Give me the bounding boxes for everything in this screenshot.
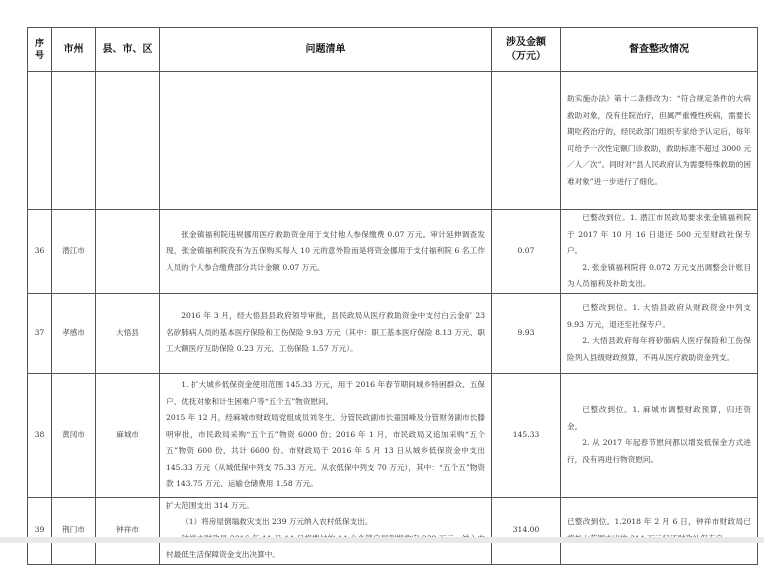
header-seq: 序号 [28, 28, 52, 72]
row-seq: 39 [28, 497, 52, 564]
rectify-paragraph: 已整改到位。1. 大悟县政府从财政资金中列支 9.93 万元，退还至社保专户。 [567, 303, 751, 329]
rectify-text-block [561, 210, 757, 293]
rectify-text-block [561, 91, 757, 190]
rectify-paragraph: 2. 张金镇福利院将 0.072 万元支出调整会计账目为人员福利及补助支出。 [567, 262, 751, 288]
table-row [28, 293, 758, 373]
row-seq: 38 [28, 373, 52, 497]
row-rectify [561, 210, 758, 294]
row-issue [160, 72, 492, 210]
row-amount: 314.00 [492, 497, 561, 564]
row-amount: 9.93 [492, 293, 561, 373]
row-county [96, 72, 160, 210]
issue-paragraph: 1. 扩大城乡低保资金使用范围 145.33 万元，用于 2016 年春节期间城乡特困群众、五保户、优抚对象和计生困难户等“五个五”物资慰问。 [166, 380, 485, 406]
row-rectify [561, 72, 758, 210]
issue-paragraph: 2015 年 12 月，经麻城市财政局党组成员刘冬生、分管民政副市长童国峰及分管财务副市长滕明审批，市民政局采购“五个五”物资 6000 份；2016 年 1 月，市民政局又追加采购“五个五”物资 600 份，共计 6600 份。市财政局于 2016 年 5 月 13 日从城乡低保资金中支出 145.33 万元（从城低保中列支 75.33 万元、从农低保中列支 70 万元），其中：“五个五”物资款 143.75 万元、运输仓储费用 1.58 万元。 [166, 413, 485, 489]
row-issue [160, 373, 492, 497]
row-seq: 36 [28, 210, 52, 294]
issue-paragraph: 2016 年 3 月，经大悟县县政府领导审批，县民政局从医疗救助资金中支付白云金矿 23 名矽肺病人员的基本医疗保险和工伤保险 9.93 万元（其中：职工基本医疗保险 8.13 万元、职工大额医疗互助保险 0.23 万元、工伤保险 1.57 万元）。 [166, 311, 485, 354]
rectify-paragraph: 2. 从 2017 年起春节慰问都以增发低保金方式进行，没有再进行物资慰问。 [567, 438, 751, 464]
table-row [28, 72, 758, 210]
table-row [28, 373, 758, 497]
row-amount: 0.07 [492, 210, 561, 294]
row-amount: 145.33 [492, 373, 561, 497]
audit-rectification-table [27, 27, 758, 565]
row-county: 大悟县 [96, 293, 160, 373]
row-seq [28, 72, 52, 210]
header-amount: 涉及金额（万元） [492, 28, 561, 72]
issue-text-block [160, 308, 491, 358]
page-bottom-band [0, 537, 764, 543]
row-city: 黄冈市 [52, 373, 96, 497]
row-city: 孝感市 [52, 293, 96, 373]
header-county: 县、市、区 [96, 28, 160, 72]
table-row [28, 210, 758, 294]
row-issue [160, 293, 492, 373]
issue-paragraph: （1）将房屋倒塌救灾支出 239 万元纳入农村低保支出。 [181, 517, 373, 526]
row-issue [160, 210, 492, 294]
rectify-paragraph: 已整改到位。1. 潜江市民政局要求张金镇福利院于 2017 年 10 月 16 日退还 500 元至财政社保专户。 [567, 213, 751, 255]
issue-text-block [160, 227, 491, 277]
row-amount [492, 72, 561, 210]
rectify-paragraph: 已整改到位。1. 麻城市调整财政预算，归还资金。 [567, 405, 751, 431]
issue-paragraph: 张金镇福利院违规挪用医疗救助资金用于支付他人参保缴费 0.07 万元。审计延伸调查发现，张金镇福利院没有为五保购买每人 10 元的意外险而是将资金挪用于支付福利院 6 名工作人员的个人参合缴费部分共计金额 0.07 万元。 [166, 229, 485, 272]
table-header-row [28, 28, 758, 72]
rectify-paragraph: 助实施办法》第十二条修改为：“符合规定条件的大病救助对象，没有住院治疗，但属严重慢性疾病，需要长期吃药治疗的，经民政部门组织专家给予认定后，每年可给予一次性定额门诊救助，救助标准不超过 3000 元／人／次”。同时对“县人民政府认为需要特殊救助的困难对象”进一步进行了细化。 [567, 94, 751, 186]
issue-paragraph: 扩大范围支出 314 万元。 [166, 500, 254, 510]
header-rectify: 督查整改情况 [561, 28, 758, 72]
row-city [52, 72, 96, 210]
issue-text-block [160, 498, 491, 564]
rectify-text-block [561, 402, 757, 468]
header-issues: 问题清单 [160, 28, 492, 72]
row-rectify [561, 293, 758, 373]
header-city: 市州 [52, 28, 96, 72]
row-seq: 37 [28, 293, 52, 373]
table-row [28, 497, 758, 564]
rectify-paragraph: 已整改到位。1.2018 年 2 月 6 日，钟祥市财政局已 [567, 517, 751, 526]
rectify-paragraph: 2. 大悟县政府每年将矽肺病人医疗保险和工伤保险列入县级财政预算，不再从医疗救助资金列支。 [567, 336, 751, 362]
row-city: 荆门市 [52, 497, 96, 564]
row-rectify [561, 373, 758, 497]
row-city: 潜江市 [52, 210, 96, 294]
row-county [96, 210, 160, 294]
issue-text-block [160, 377, 491, 493]
rectify-text-block [561, 300, 757, 366]
row-issue [160, 497, 492, 564]
row-rectify [561, 497, 758, 564]
row-county: 麻城市 [96, 373, 160, 497]
issue-paragraph: 村最低生活保障资金支出决算中。 [166, 550, 280, 559]
row-county: 钟祥市 [96, 497, 160, 564]
